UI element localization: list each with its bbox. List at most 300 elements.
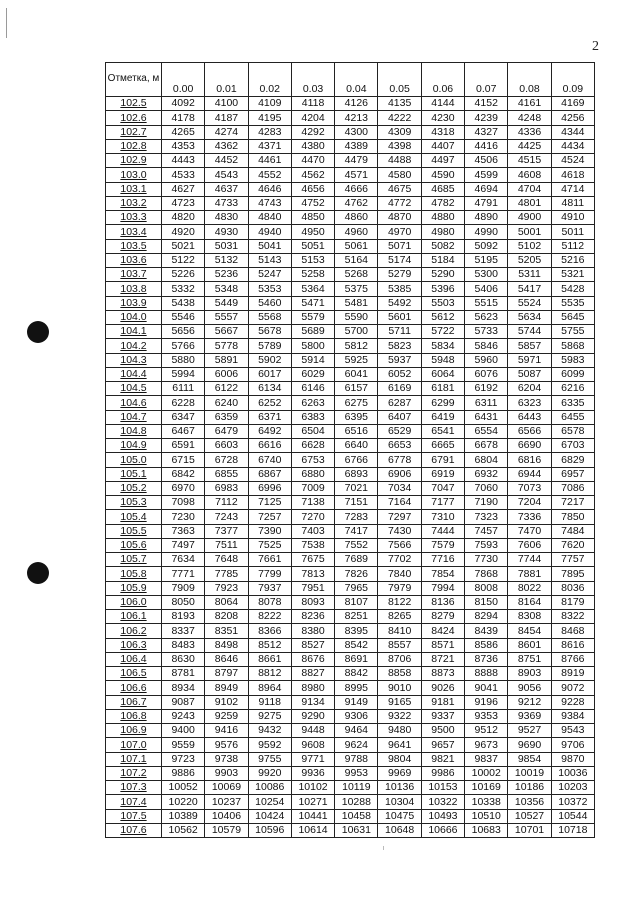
table-row [106, 125, 595, 139]
value-cell: 9400 [162, 724, 205, 738]
value-cell: 9432 [248, 724, 291, 738]
value-cell: 9837 [465, 752, 508, 766]
value-cell: 7675 [291, 553, 334, 567]
value-cell: 7444 [421, 524, 464, 538]
value-cell: 10475 [378, 809, 421, 823]
value-cell: 9969 [378, 766, 421, 780]
value-cell: 4488 [378, 154, 421, 168]
value-cell: 8995 [335, 681, 378, 695]
value-cell: 5846 [465, 339, 508, 353]
value-cell: 7390 [248, 524, 291, 538]
elevation-cell: 107.3 [106, 781, 162, 795]
value-cell: 4666 [335, 182, 378, 196]
value-cell: 9592 [248, 738, 291, 752]
value-cell: 8586 [465, 638, 508, 652]
value-cell: 7060 [465, 481, 508, 495]
value-cell: 8294 [465, 610, 508, 624]
elevation-cell: 107.0 [106, 738, 162, 752]
value-cell: 6157 [335, 382, 378, 396]
value-cell: 8322 [551, 610, 594, 624]
value-cell: 8050 [162, 595, 205, 609]
value-cell: 6603 [205, 439, 248, 453]
value-cell: 4960 [335, 225, 378, 239]
column-header: 0.06 [421, 63, 464, 97]
value-cell: 6566 [508, 424, 551, 438]
value-cell: 9275 [248, 709, 291, 723]
value-cell: 9986 [421, 766, 464, 780]
value-cell: 5645 [551, 310, 594, 324]
table-row [106, 168, 595, 182]
value-cell: 10544 [551, 809, 594, 823]
value-cell: 7511 [205, 538, 248, 552]
value-cell: 4562 [291, 168, 334, 182]
value-cell: 4256 [551, 111, 594, 125]
value-cell: 5216 [551, 253, 594, 267]
value-cell: 5857 [508, 339, 551, 353]
value-cell: 8093 [291, 595, 334, 609]
value-cell: 7552 [335, 538, 378, 552]
value-cell: 9010 [378, 681, 421, 695]
value-cell: 5546 [162, 310, 205, 324]
table-row [106, 823, 595, 837]
value-cell: 9149 [335, 695, 378, 709]
value-cell: 6504 [291, 424, 334, 438]
value-cell: 4152 [465, 97, 508, 111]
value-cell: 6740 [248, 453, 291, 467]
value-cell: 8193 [162, 610, 205, 624]
value-cell: 8691 [335, 652, 378, 666]
value-cell: 9690 [508, 738, 551, 752]
value-cell: 9448 [291, 724, 334, 738]
value-cell: 4694 [465, 182, 508, 196]
value-cell: 10648 [378, 823, 421, 837]
value-cell: 5236 [205, 268, 248, 282]
value-cell: 4248 [508, 111, 551, 125]
value-cell: 4461 [248, 154, 291, 168]
value-cell: 6122 [205, 382, 248, 396]
value-cell: 8934 [162, 681, 205, 695]
value-cell: 4533 [162, 168, 205, 182]
value-cell: 4100 [205, 97, 248, 111]
value-cell: 6383 [291, 410, 334, 424]
value-cell: 7034 [378, 481, 421, 495]
value-cell: 6311 [465, 396, 508, 410]
value-cell: 8964 [248, 681, 291, 695]
value-cell: 5087 [508, 367, 551, 381]
table-row [106, 481, 595, 495]
table-row [106, 382, 595, 396]
value-cell: 6616 [248, 439, 291, 453]
value-cell: 4590 [421, 168, 464, 182]
value-cell: 8078 [248, 595, 291, 609]
value-cell: 6359 [205, 410, 248, 424]
value-cell: 8751 [508, 652, 551, 666]
table-row [106, 752, 595, 766]
value-cell: 8265 [378, 610, 421, 624]
value-cell: 10102 [291, 781, 334, 795]
value-cell: 4187 [205, 111, 248, 125]
value-cell: 6893 [335, 467, 378, 481]
value-cell: 6431 [465, 410, 508, 424]
elevation-cell: 107.4 [106, 795, 162, 809]
value-cell: 5122 [162, 253, 205, 267]
value-cell: 8661 [248, 652, 291, 666]
value-cell: 4840 [248, 211, 291, 225]
value-cell: 4292 [291, 125, 334, 139]
value-cell: 4762 [335, 196, 378, 210]
value-cell: 8366 [248, 624, 291, 638]
value-cell: 7895 [551, 567, 594, 581]
value-cell: 9771 [291, 752, 334, 766]
value-cell: 8527 [291, 638, 334, 652]
value-cell: 6996 [248, 481, 291, 495]
value-cell: 4811 [551, 196, 594, 210]
punch-hole-mark [27, 562, 49, 584]
value-cell: 6919 [421, 467, 464, 481]
value-cell: 7757 [551, 553, 594, 567]
table-row [106, 410, 595, 424]
value-cell: 8236 [291, 610, 334, 624]
value-cell: 8107 [335, 595, 378, 609]
value-cell: 5689 [291, 325, 334, 339]
value-cell: 7073 [508, 481, 551, 495]
value-cell: 10424 [248, 809, 291, 823]
table-row [106, 325, 595, 339]
value-cell: 8646 [205, 652, 248, 666]
value-cell: 7579 [421, 538, 464, 552]
value-cell: 5503 [421, 296, 464, 310]
value-cell: 9072 [551, 681, 594, 695]
value-cell: 9886 [162, 766, 205, 780]
elevation-volume-table [105, 62, 595, 838]
value-cell: 7937 [248, 581, 291, 595]
table-row [106, 139, 595, 153]
value-cell: 7661 [248, 553, 291, 567]
value-cell: 9821 [421, 752, 464, 766]
value-cell: 7403 [291, 524, 334, 538]
value-cell: 10683 [465, 823, 508, 837]
value-cell: 10237 [205, 795, 248, 809]
value-cell: 5623 [465, 310, 508, 324]
value-cell: 10356 [508, 795, 551, 809]
elevation-cell: 106.3 [106, 638, 162, 652]
value-cell: 5700 [335, 325, 378, 339]
table-row [106, 595, 595, 609]
value-cell: 7771 [162, 567, 205, 581]
elevation-cell: 103.1 [106, 182, 162, 196]
value-cell: 6323 [508, 396, 551, 410]
table-row [106, 310, 595, 324]
elevation-cell: 102.8 [106, 139, 162, 153]
value-cell: 5460 [248, 296, 291, 310]
elevation-cell: 106.4 [106, 652, 162, 666]
value-cell: 8251 [335, 610, 378, 624]
value-cell: 9657 [421, 738, 464, 752]
value-cell: 4704 [508, 182, 551, 196]
value-cell: 5332 [162, 282, 205, 296]
value-cell: 6628 [291, 439, 334, 453]
value-cell: 6419 [421, 410, 464, 424]
value-cell: 5937 [378, 353, 421, 367]
value-cell: 5102 [508, 239, 551, 253]
value-cell: 6052 [378, 367, 421, 381]
value-cell: 4452 [205, 154, 248, 168]
value-cell: 9056 [508, 681, 551, 695]
elevation-cell: 105.7 [106, 553, 162, 567]
value-cell: 4524 [551, 154, 594, 168]
value-cell: 9500 [421, 724, 464, 738]
value-cell: 7979 [378, 581, 421, 595]
value-cell: 10322 [421, 795, 464, 809]
value-cell: 5205 [508, 253, 551, 267]
value-cell: 6216 [551, 382, 594, 396]
value-cell: 8483 [162, 638, 205, 652]
value-cell: 10562 [162, 823, 205, 837]
value-cell: 6778 [378, 453, 421, 467]
value-cell: 5143 [248, 253, 291, 267]
value-cell: 5247 [248, 268, 291, 282]
value-cell: 4265 [162, 125, 205, 139]
value-cell: 9134 [291, 695, 334, 709]
value-cell: 5524 [508, 296, 551, 310]
table-row [106, 795, 595, 809]
elevation-cell: 103.6 [106, 253, 162, 267]
value-cell: 4990 [465, 225, 508, 239]
column-header-elevation: Отметка, м [106, 63, 162, 97]
value-cell: 5948 [421, 353, 464, 367]
table-row [106, 282, 595, 296]
value-cell: 6204 [508, 382, 551, 396]
value-cell: 6829 [551, 453, 594, 467]
column-header: 0.07 [465, 63, 508, 97]
column-header: 0.08 [508, 63, 551, 97]
value-cell: 4371 [248, 139, 291, 153]
value-cell: 4380 [291, 139, 334, 153]
value-cell: 7868 [465, 567, 508, 581]
value-cell: 5290 [421, 268, 464, 282]
table-row [106, 467, 595, 481]
value-cell: 5766 [162, 339, 205, 353]
value-cell: 8571 [421, 638, 464, 652]
value-cell: 7047 [421, 481, 464, 495]
value-cell: 5396 [421, 282, 464, 296]
value-cell: 8888 [465, 667, 508, 681]
elevation-cell: 106.1 [106, 610, 162, 624]
value-cell: 9259 [205, 709, 248, 723]
elevation-cell: 104.4 [106, 367, 162, 381]
value-cell: 4109 [248, 97, 291, 111]
value-cell: 5258 [291, 268, 334, 282]
value-cell: 7470 [508, 524, 551, 538]
value-cell: 8736 [465, 652, 508, 666]
table-row [106, 510, 595, 524]
table-row [106, 724, 595, 738]
elevation-cell: 106.9 [106, 724, 162, 738]
elevation-cell: 106.7 [106, 695, 162, 709]
elevation-cell: 106.0 [106, 595, 162, 609]
value-cell: 9673 [465, 738, 508, 752]
value-cell: 6554 [465, 424, 508, 438]
value-cell: 4801 [508, 196, 551, 210]
value-cell: 5515 [465, 296, 508, 310]
table-row [106, 424, 595, 438]
value-cell: 5195 [465, 253, 508, 267]
value-cell: 7336 [508, 510, 551, 524]
value-cell: 7813 [291, 567, 334, 581]
value-cell: 4239 [465, 111, 508, 125]
value-cell: 5492 [378, 296, 421, 310]
value-cell: 4571 [335, 168, 378, 182]
column-header: 0.02 [248, 63, 291, 97]
value-cell: 5011 [551, 225, 594, 239]
value-cell: 7785 [205, 567, 248, 581]
value-cell: 6516 [335, 424, 378, 438]
value-cell: 9755 [248, 752, 291, 766]
value-cell: 8766 [551, 652, 594, 666]
value-cell: 5279 [378, 268, 421, 282]
value-cell: 7923 [205, 581, 248, 595]
value-cell: 5061 [335, 239, 378, 253]
value-cell: 9026 [421, 681, 464, 695]
value-cell: 6678 [465, 439, 508, 453]
value-cell: 9369 [508, 709, 551, 723]
elevation-cell: 103.3 [106, 211, 162, 225]
value-cell: 6467 [162, 424, 205, 438]
column-header: 0.01 [205, 63, 248, 97]
value-cell: 8721 [421, 652, 464, 666]
value-cell: 7648 [205, 553, 248, 567]
value-cell: 4434 [551, 139, 594, 153]
table-row [106, 296, 595, 310]
value-cell: 7593 [465, 538, 508, 552]
value-cell: 6029 [291, 367, 334, 381]
value-cell: 7538 [291, 538, 334, 552]
value-cell: 5535 [551, 296, 594, 310]
value-cell: 9181 [421, 695, 464, 709]
value-cell: 8380 [291, 624, 334, 638]
value-cell: 5812 [335, 339, 378, 353]
value-cell: 5132 [205, 253, 248, 267]
value-cell: 8337 [162, 624, 205, 638]
value-cell: 7909 [162, 581, 205, 595]
table-row [106, 439, 595, 453]
value-cell: 8781 [162, 667, 205, 681]
table-row [106, 781, 595, 795]
value-cell: 8136 [421, 595, 464, 609]
value-cell: 7826 [335, 567, 378, 581]
value-cell: 8410 [378, 624, 421, 638]
value-cell: 5112 [551, 239, 594, 253]
elevation-cell: 105.9 [106, 581, 162, 595]
value-cell: 10389 [162, 809, 205, 823]
table-row [106, 97, 595, 111]
value-cell: 4880 [421, 211, 464, 225]
value-cell: 9804 [378, 752, 421, 766]
value-cell: 4300 [335, 125, 378, 139]
value-cell: 6287 [378, 396, 421, 410]
value-cell: 5041 [248, 239, 291, 253]
elevation-cell: 104.2 [106, 339, 162, 353]
value-cell: 9738 [205, 752, 248, 766]
elevation-cell: 102.7 [106, 125, 162, 139]
value-cell: 6842 [162, 467, 205, 481]
value-cell: 5557 [205, 310, 248, 324]
table-row [106, 610, 595, 624]
value-cell: 9087 [162, 695, 205, 709]
value-cell: 6335 [551, 396, 594, 410]
value-cell: 5300 [465, 268, 508, 282]
value-cell: 7297 [378, 510, 421, 524]
value-cell: 4222 [378, 111, 421, 125]
value-cell: 6906 [378, 467, 421, 481]
value-cell: 6181 [421, 382, 464, 396]
value-cell: 7125 [248, 496, 291, 510]
elevation-cell: 103.8 [106, 282, 162, 296]
value-cell: 8630 [162, 652, 205, 666]
value-cell: 6766 [335, 453, 378, 467]
value-cell: 10052 [162, 781, 205, 795]
value-cell: 10406 [205, 809, 248, 823]
value-cell: 9353 [465, 709, 508, 723]
value-cell: 8512 [248, 638, 291, 652]
value-cell: 7021 [335, 481, 378, 495]
table-row [106, 581, 595, 595]
value-cell: 6880 [291, 467, 334, 481]
value-cell: 4407 [421, 139, 464, 153]
value-cell: 8439 [465, 624, 508, 638]
elevation-cell: 102.6 [106, 111, 162, 125]
value-cell: 4970 [378, 225, 421, 239]
value-cell: 9243 [162, 709, 205, 723]
value-cell: 9953 [335, 766, 378, 780]
value-cell: 10527 [508, 809, 551, 823]
value-cell: 9706 [551, 738, 594, 752]
value-cell: 8164 [508, 595, 551, 609]
elevation-cell: 107.2 [106, 766, 162, 780]
value-cell: 4950 [291, 225, 334, 239]
value-cell: 4791 [465, 196, 508, 210]
elevation-cell: 105.1 [106, 467, 162, 481]
value-cell: 10441 [291, 809, 334, 823]
value-cell: 4608 [508, 168, 551, 182]
value-cell: 5268 [335, 268, 378, 282]
value-cell: 5481 [335, 296, 378, 310]
value-cell: 6529 [378, 424, 421, 438]
value-cell: 5823 [378, 339, 421, 353]
value-cell: 4850 [291, 211, 334, 225]
value-cell: 8279 [421, 610, 464, 624]
value-cell: 7190 [465, 496, 508, 510]
value-cell: 9337 [421, 709, 464, 723]
value-cell: 7606 [508, 538, 551, 552]
elevation-cell: 104.5 [106, 382, 162, 396]
value-cell: 7112 [205, 496, 248, 510]
elevation-cell: 104.6 [106, 396, 162, 410]
value-cell: 6064 [421, 367, 464, 381]
value-cell: 4092 [162, 97, 205, 111]
table-row [106, 538, 595, 552]
elevation-cell: 104.0 [106, 310, 162, 324]
value-cell: 6932 [465, 467, 508, 481]
value-cell: 4283 [248, 125, 291, 139]
value-cell: 6983 [205, 481, 248, 495]
value-cell: 7730 [465, 553, 508, 567]
value-cell: 5417 [508, 282, 551, 296]
value-cell: 6867 [248, 467, 291, 481]
value-cell: 4723 [162, 196, 205, 210]
value-cell: 6455 [551, 410, 594, 424]
value-cell: 5789 [248, 339, 291, 353]
